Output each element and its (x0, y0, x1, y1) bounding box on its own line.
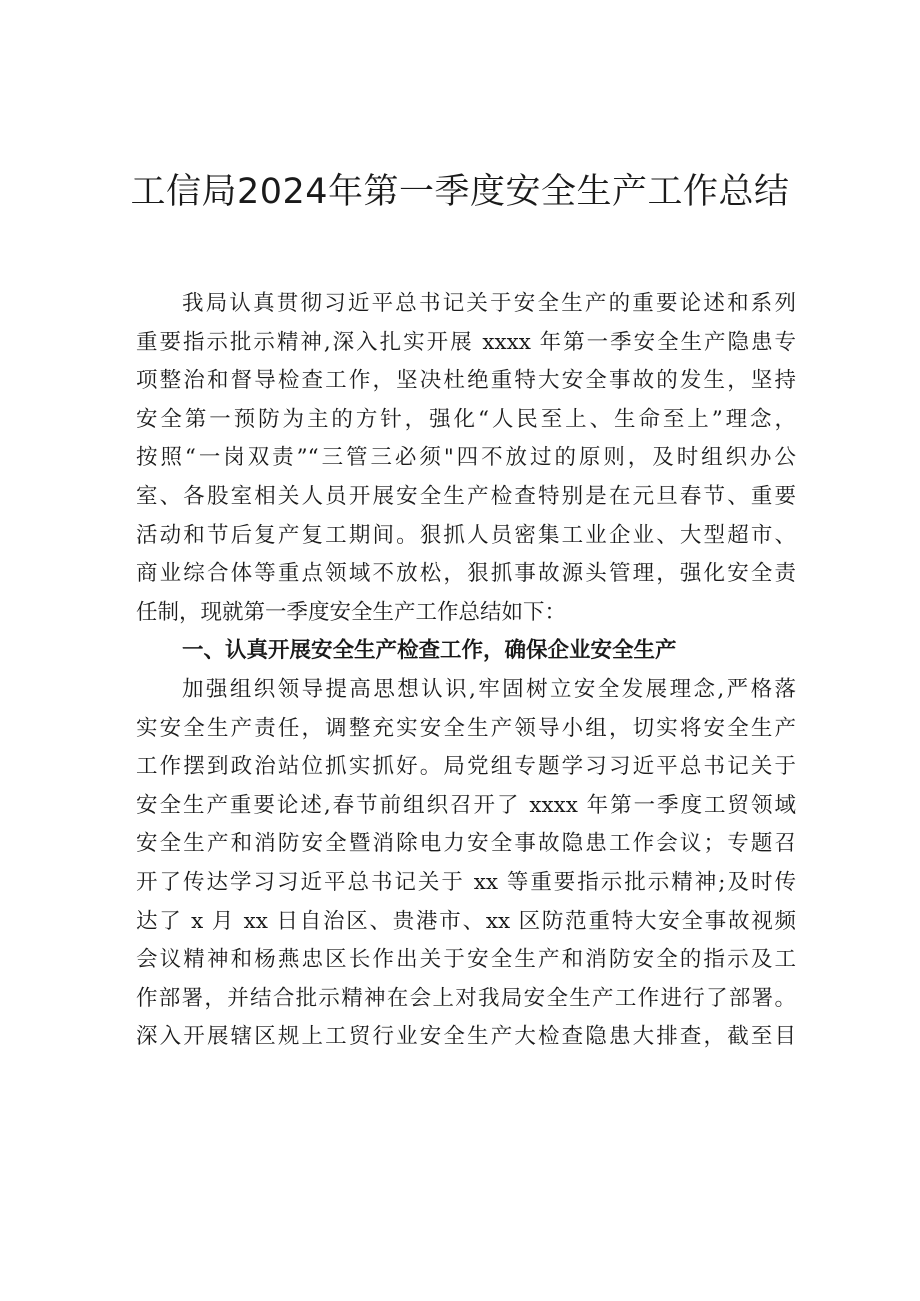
paragraph-line: 作部署，并结合批示精神在会上对我局安全生产工作进行了部署。 (136, 985, 796, 1011)
paragraph-line: 项整治和督导检查工作，坚决杜绝重特大安全事故的发生，坚持 (136, 368, 796, 394)
paragraph-intro (136, 285, 796, 632)
paragraph-section1 (136, 671, 796, 1057)
paragraph-line: 加强组织领导提高思想认识,牢固树立安全发展理念,严格落 (182, 676, 796, 702)
paragraph-line: 会议精神和杨燕忠区长作出关于安全生产和消防安全的指示及工 (136, 947, 796, 973)
paragraph-line: 我局认真贯彻习近平总书记关于安全生产的重要论述和系列 (182, 291, 796, 316)
paragraph-line: 任制，现就第一季度安全生产工作总结如下： (136, 599, 567, 625)
paragraph-line: 安全生产和消防安全暨消除电力安全事故隐患工作会议；专题召 (136, 831, 796, 857)
section-heading: 一、认真开展安全生产检查工作，确保企业安全生产 (182, 638, 677, 664)
paragraph-line: 工作摆到政治站位抓实抓好。局党组专题学习习近平总书记关于 (136, 754, 796, 780)
paragraph-line: 安全第一预防为主的方针，强化“人民至上、生命至上”理念， (136, 406, 796, 432)
paragraph-line: 开了传达学习习近平总书记关于 xx 等重要指示批示精神;及时传 (136, 869, 796, 895)
paragraph-line: 室、各股室相关人员开展安全生产检查特别是在元旦春节、重要 (136, 483, 796, 509)
document-body (136, 285, 796, 1057)
paragraph-line: 安全生产重要论述,春节前组织召开了 xxxx 年第一季度工贸领域 (136, 792, 796, 818)
paragraph-line: 实安全生产责任，调整充实安全生产领导小组，切实将安全生产 (136, 715, 796, 741)
paragraph-line: 商业综合体等重点领域不放松，狠抓事故源头管理，强化安全责 (136, 561, 796, 587)
paragraph-line: 重要指示批示精神,深入扎实开展 xxxx 年第一季安全生产隐患专 (136, 329, 796, 355)
paragraph-line: 活动和节后复产复工期间。狠抓人员密集工业企业、大型超市、 (136, 522, 796, 548)
paragraph-line: 按照“一岗双责”“三管三必须"四不放过的原则，及时组织办公 (136, 445, 796, 471)
paragraph-line: 达了 x 月 xx 日自治区、贵港市、xx 区防范重特大安全事故视频 (136, 908, 796, 934)
paragraph-line: 深入开展辖区规上工贸行业安全生产大检查隐患大排查，截至目 (136, 1024, 796, 1050)
document-title: 工信局2024年第一季度安全生产工作总结 (130, 172, 790, 212)
